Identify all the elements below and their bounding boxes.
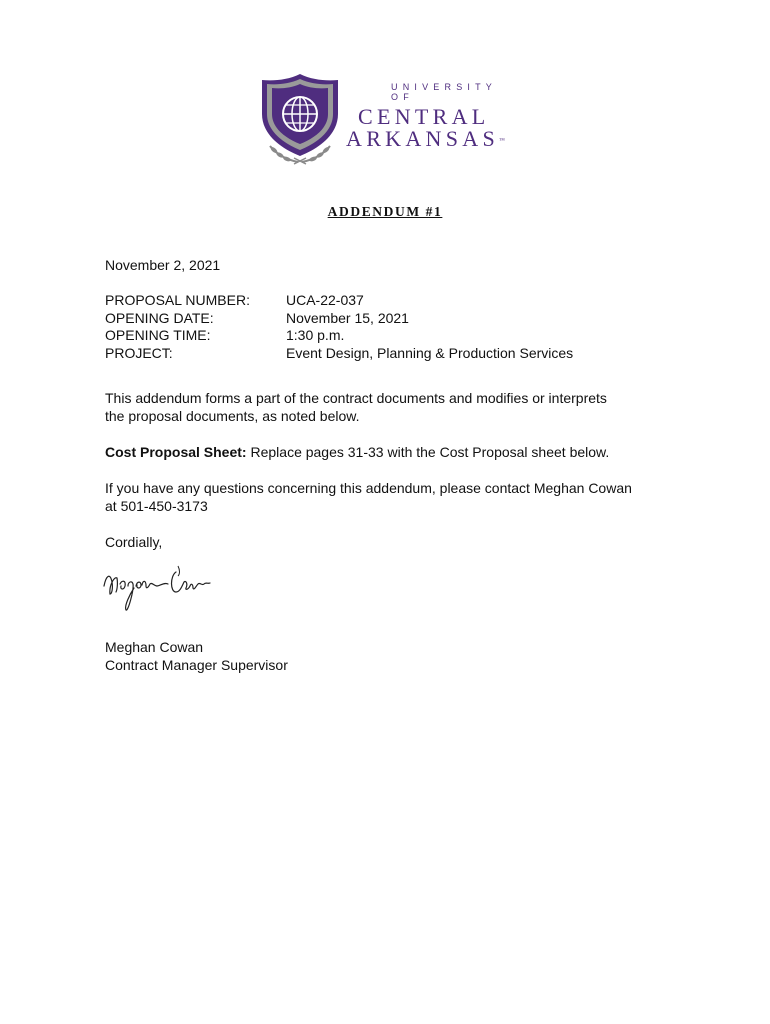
document-heading: ADDENDUM #1	[327, 204, 443, 219]
cost-proposal-text: Replace pages 31-33 with the Cost Proposal sheet below.	[246, 444, 610, 460]
logo-line-arkansas	[346, 128, 516, 150]
field-label: OPENING TIME:	[105, 327, 211, 343]
field-label: PROPOSAL NUMBER:	[105, 292, 250, 308]
logo-line-central: CENTRAL	[358, 104, 490, 129]
field-label: OPENING DATE:	[105, 309, 214, 326]
logo-wordmark	[346, 82, 516, 150]
intro-paragraph	[105, 390, 607, 425]
field-value: November 15, 2021	[286, 309, 409, 326]
logo-line-university-of: UNIVERSITY OF	[391, 82, 497, 102]
field-row-opening-date	[105, 310, 573, 328]
field-label: PROJECT:	[105, 344, 173, 361]
intro-line-1: This addendum forms a part of the contract documents and modifies or interprets	[105, 390, 607, 406]
questions-line-2: at 501-450-3173	[105, 497, 208, 514]
university-logo	[258, 72, 518, 168]
field-row-project	[105, 345, 573, 363]
questions-line-1: If you have any questions concerning this addendum, please contact Meghan Cowan	[105, 480, 632, 496]
shield-crest-icon	[258, 72, 342, 168]
field-value: Event Design, Planning & Production Services	[286, 344, 574, 361]
signer-block	[105, 639, 288, 674]
intro-line-2: the proposal documents, as noted below.	[105, 407, 360, 424]
signer-title: Contract Manager Supervisor	[105, 656, 288, 673]
closing: Cordially,	[105, 534, 163, 550]
handwritten-signature	[100, 560, 220, 616]
field-row-opening-time	[105, 327, 573, 345]
logo-arkansas-text: ARKANSAS	[346, 126, 499, 151]
field-value: UCA-22-037	[286, 292, 364, 308]
cost-proposal-label: Cost Proposal Sheet:	[105, 444, 247, 460]
cost-proposal-note	[105, 444, 609, 462]
signer-name: Meghan Cowan	[105, 639, 204, 655]
logo-trademark: ™	[498, 138, 505, 144]
questions-paragraph	[105, 480, 632, 515]
proposal-fields	[105, 292, 573, 362]
field-row-proposal-number	[105, 292, 573, 310]
document-date: November 2, 2021	[105, 257, 221, 273]
field-value: 1:30 p.m.	[286, 327, 345, 343]
